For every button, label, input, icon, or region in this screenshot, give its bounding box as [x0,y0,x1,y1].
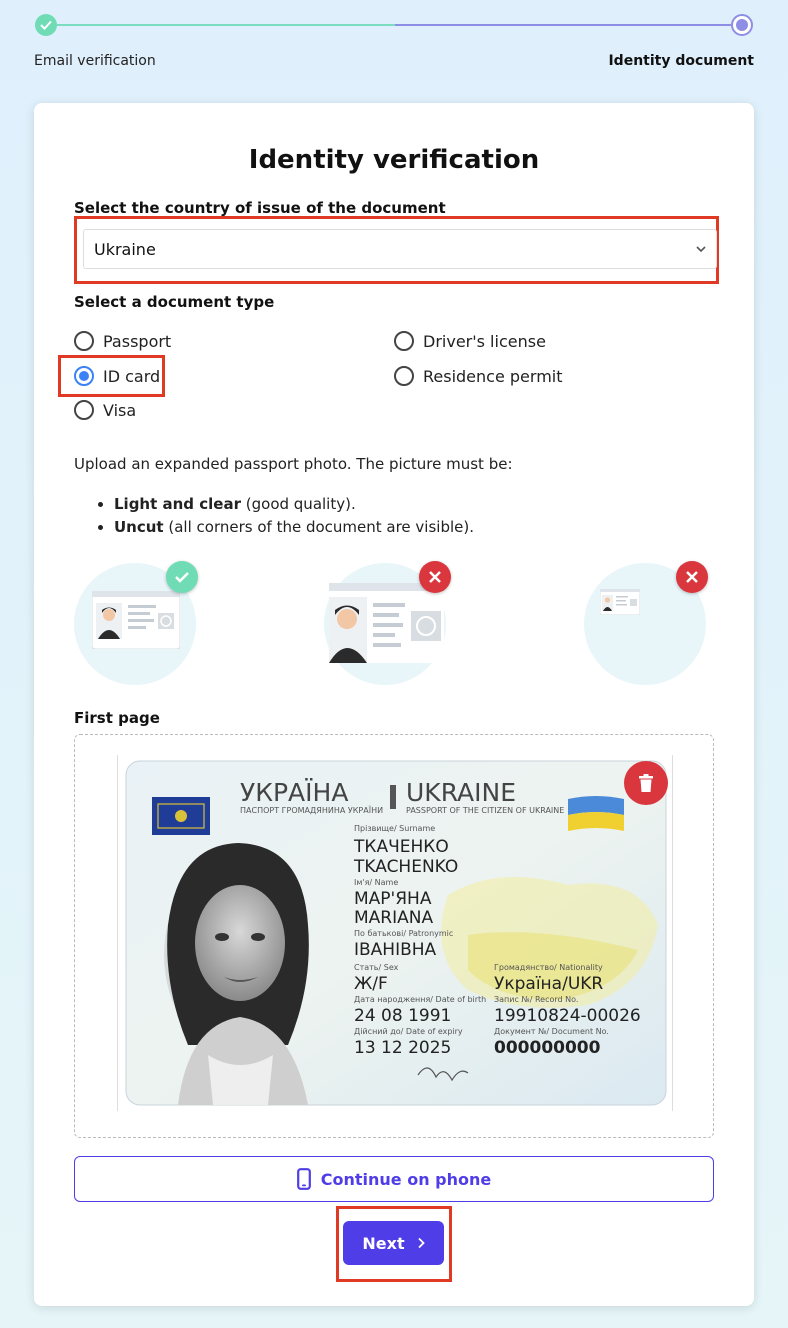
id-patronymic-label: По батькові/ Patronymic [354,929,454,938]
id-name-label: Ім'я/ Name [354,878,399,887]
radio-circle[interactable] [74,400,94,420]
stepper [0,0,788,90]
step-label-email: Email verification [34,53,156,69]
rule-bold: Light and clear [114,495,241,513]
id-sex: Ж/F [354,974,388,994]
radio-passport[interactable] [74,331,171,351]
id-expiry-label: Дійсний до/ Date of expiry [354,1027,463,1036]
id-surname-en: TKACHENKO [354,857,459,877]
doc-type-label: Select a document type [74,293,275,311]
id-dob-label: Дата народження/ Date of birth [354,995,487,1004]
radio-label: Residence permit [423,366,563,386]
id-dob: 24 08 1991 [354,1006,452,1026]
phone-icon [297,1168,311,1190]
id-record-label: Запис №/ Record No. [494,995,579,1004]
radio-circle[interactable] [394,331,414,351]
check-icon [166,561,198,593]
id-card-small-sample-icon [600,589,640,615]
id-name-ua: МАР'ЯНА [354,889,432,909]
rule-rest: (all corners of the document are visible). [163,518,474,536]
id-sex-label: Стать/ Sex [354,963,399,972]
id-sub-en: PASSPORT OF THE CITIZEN OF UKRAINE [406,806,565,815]
radio-circle[interactable] [74,331,94,351]
country-select-value: Ukraine [94,239,156,259]
radio-circle-checked[interactable] [74,366,94,386]
radio-visa[interactable] [74,400,136,420]
id-expiry: 13 12 2025 [354,1038,452,1058]
upload-instructions: Upload an expanded passport photo. The picture must be: [74,455,513,473]
id-sub-ua: ПАСПОРТ ГРОМАДЯНИНА УКРАЇНИ [240,806,384,815]
rule-item [114,495,474,513]
id-record: 19910824-00026 [494,1006,641,1026]
radio-label: Passport [103,331,172,351]
stepper-line-done [57,24,395,26]
rule-rest: (good quality). [241,495,356,513]
rule-bold: Uncut [114,518,164,536]
radio-label: ID card [103,366,161,386]
first-page-label: First page [74,709,160,727]
step-active-dot-icon [731,14,753,36]
delete-image-button[interactable] [624,761,668,805]
id-name-en: MARIANA [354,908,434,928]
id-surname-label: Прізвище/ Surname [354,824,436,833]
radio-circle[interactable] [394,366,414,386]
step-label-identity: Identity document [608,53,754,69]
id-card-cut-sample-icon [329,583,444,663]
chevron-down-icon [696,246,706,252]
id-docno-label: Документ №/ Document No. [494,1027,609,1036]
continue-on-phone-label: Continue on phone [320,1169,492,1189]
trash-icon [639,774,653,792]
radio-id-card[interactable] [74,366,160,386]
id-patronymic: ІВАНІВНА [354,940,437,960]
stepper-line-active [395,24,731,26]
chevron-right-icon [417,1237,425,1249]
first-page-upload-area[interactable] [74,734,714,1138]
verification-card [34,103,754,1306]
country-select[interactable] [83,229,717,269]
id-card-sample-icon [92,591,180,649]
rule-item [114,518,474,536]
photo-rules-list [114,495,474,541]
radio-label: Driver's license [423,331,546,351]
radio-drivers-license[interactable] [394,331,546,351]
id-header-en: UKRAINE [406,778,517,807]
uploaded-id-card-image [117,755,673,1111]
id-docno: 000000000 [494,1038,601,1058]
id-nationality-label: Громадянство/ Nationality [494,963,603,972]
radio-label: Visa [103,400,137,420]
step-done-check-icon [35,14,57,36]
next-label: Next [362,1233,405,1253]
close-icon [676,561,708,593]
country-label: Select the country of issue of the document [74,199,446,217]
radio-residence-permit[interactable] [394,366,563,386]
id-header-ua: УКРАЇНА [240,778,349,807]
id-nationality: Україна/UKR [494,974,604,994]
page-title: Identity verification [248,145,540,175]
continue-on-phone-button[interactable] [74,1156,714,1202]
country-select-highlight [74,216,719,284]
next-button[interactable] [343,1221,444,1265]
close-icon [419,561,451,593]
id-surname-ua: ТКАЧЕНКО [354,837,449,857]
